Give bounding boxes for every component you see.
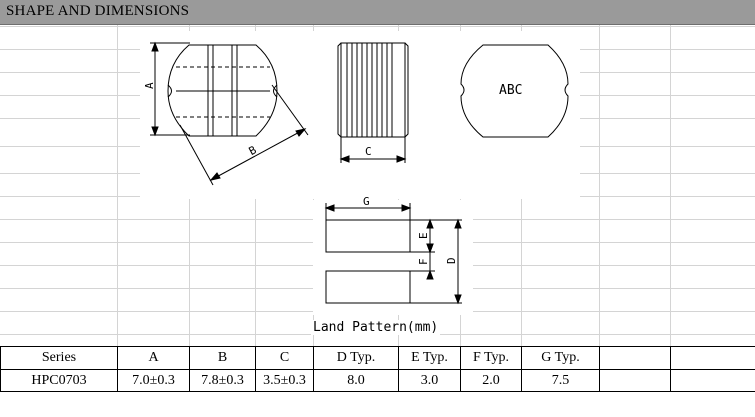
header-cell-g: G Typ. [522, 347, 600, 370]
header-cell-a: A [118, 347, 190, 370]
header-cell-empty [671, 347, 755, 370]
cell-g: 7.5 [522, 370, 600, 392]
land-pattern-caption: Land Pattern(mm) [313, 320, 439, 335]
dim-label-f: F [417, 258, 430, 265]
dim-label-a: A [143, 82, 156, 89]
header-cell-b: B [190, 347, 256, 370]
header-cell-series: Series [1, 347, 118, 370]
header-cell-c: C [256, 347, 314, 370]
dim-label-e: E [417, 232, 430, 239]
cell-empty [671, 370, 755, 392]
table-row [1, 370, 755, 392]
dim-label-g: G [363, 195, 370, 208]
dimensions-table [0, 346, 755, 392]
dim-label-c: C [365, 145, 372, 158]
header-cell-d: D Typ. [314, 347, 399, 370]
cell-d: 8.0 [314, 370, 399, 392]
section-title: SHAPE AND DIMENSIONS [6, 3, 190, 19]
dim-label-d: D [445, 257, 458, 264]
cell-b: 7.8±0.3 [190, 370, 256, 392]
header-bar [0, 0, 755, 25]
cell-series: HPC0703 [1, 370, 118, 392]
cell-f: 2.0 [461, 370, 522, 392]
header-cell-e: E Typ. [399, 347, 461, 370]
cell-e: 3.0 [399, 370, 461, 392]
header-cell-empty [600, 347, 671, 370]
cell-c: 3.5±0.3 [256, 370, 314, 392]
table-header-row [1, 347, 755, 370]
dimension-drawing [0, 25, 755, 347]
cell-a: 7.0±0.3 [118, 370, 190, 392]
marking-text: ABC [499, 83, 523, 98]
header-cell-f: F Typ. [461, 347, 522, 370]
dim-label-b: B [246, 143, 259, 159]
cell-empty [600, 370, 671, 392]
